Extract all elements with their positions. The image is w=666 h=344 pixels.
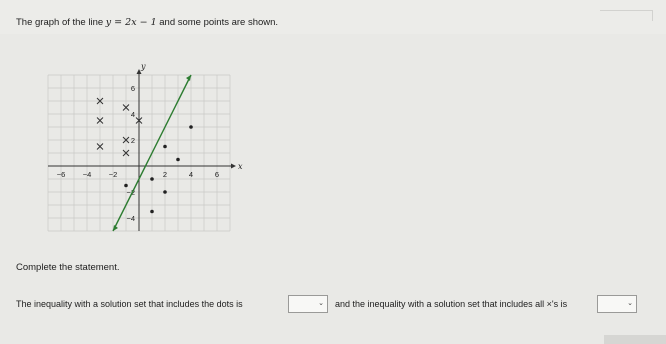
y-tick-label: −2: [126, 188, 135, 197]
x-axis-arrow-icon: [231, 164, 236, 169]
dot-point: [189, 125, 193, 129]
x-tick-label: 6: [214, 170, 220, 179]
dots-inequality-dropdown[interactable]: [288, 295, 328, 313]
x-tick-label: 2: [162, 170, 168, 179]
statement: [16, 295, 656, 315]
axes: [48, 69, 236, 231]
question-prompt: [16, 17, 278, 28]
section-heading: Complete the statement.: [16, 262, 120, 273]
dot-point: [150, 177, 154, 181]
frame-notch: [600, 10, 653, 21]
y-axis-label: y: [141, 62, 146, 71]
x-tick-label: −4: [82, 170, 92, 179]
points: [97, 98, 193, 213]
prompt-prefix: The graph of the line: [16, 17, 104, 28]
x-tick-label: −2: [108, 170, 118, 179]
y-tick-label: 4: [130, 110, 135, 119]
xs-inequality-dropdown[interactable]: [597, 295, 637, 313]
y-tick-label: −4: [126, 214, 135, 223]
chevron-down-icon: ⌄: [627, 300, 633, 307]
dot-point: [176, 158, 180, 162]
statement-part2: and the inequality with a solution set that includes all ×'s is: [335, 299, 568, 309]
statement-part1: The inequality with a solution set that includes the dots is: [16, 299, 243, 309]
x-axis-label: x: [238, 162, 243, 171]
prompt-suffix: and some points are shown.: [159, 17, 279, 28]
coordinate-graph: [14, 33, 264, 243]
dot-point: [163, 190, 167, 194]
chevron-down-icon: ⌄: [318, 300, 324, 307]
x-tick-label: 4: [188, 170, 194, 179]
y-tick-label: 6: [130, 84, 135, 93]
tick-labels: [57, 62, 243, 223]
dot-point: [150, 210, 154, 214]
dot-point: [124, 184, 128, 188]
equation: y = 2x − 1: [105, 17, 157, 28]
bottom-corner: [604, 335, 666, 344]
x-tick-label: −6: [56, 170, 66, 179]
y-tick-label: 2: [130, 136, 135, 145]
dot-point: [163, 145, 167, 149]
